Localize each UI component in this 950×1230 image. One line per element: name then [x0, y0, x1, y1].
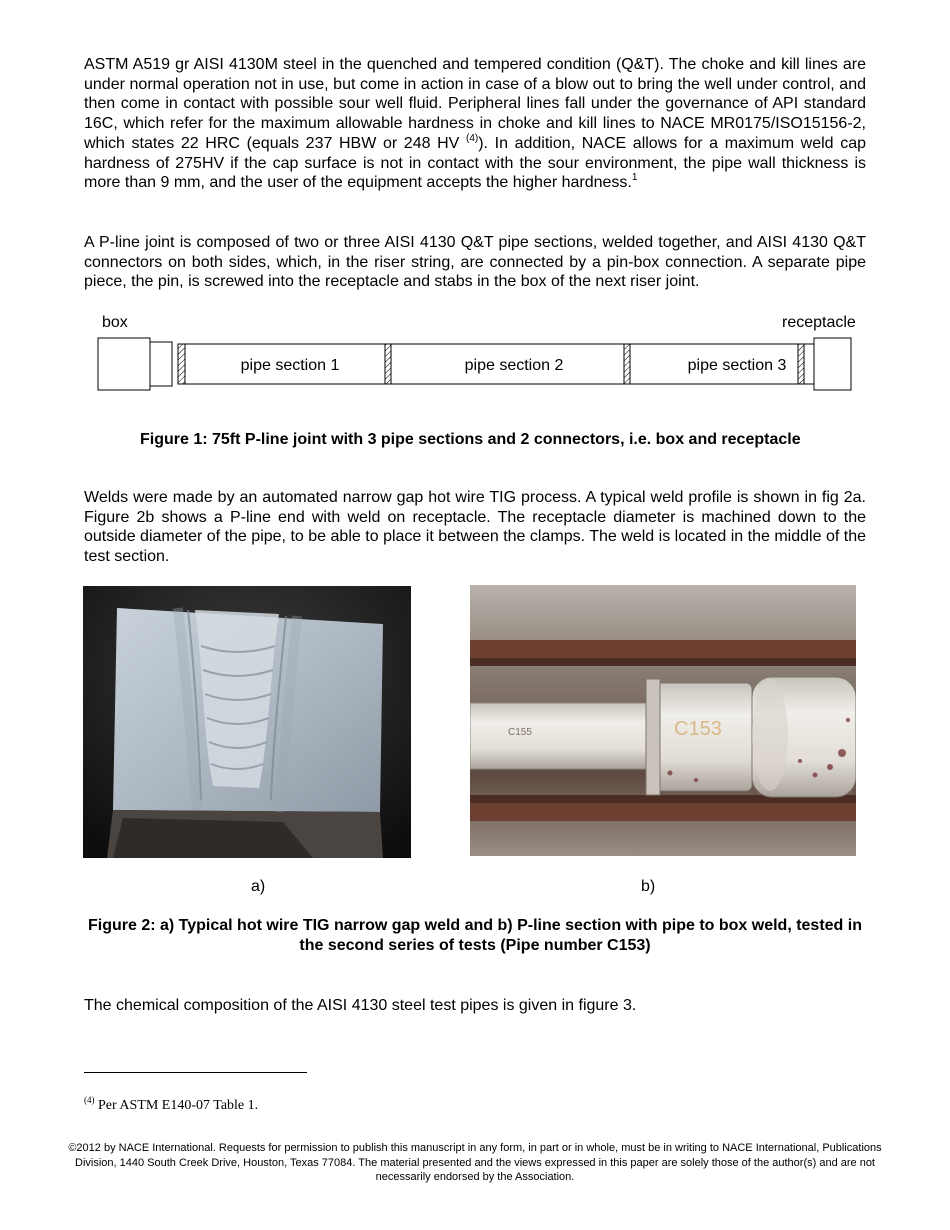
copyright-notice: ©2012 by NACE International. Requests for permission to publish this manuscript in any form, in part or in whole, must be in writing to NACE International, Publications Division, 1440 South Creek Drive, Houston, Texas 77084. The material presented and the views expressed in this paper are solely those of the author(s) and are not necessarily endorsed by the Association. [68, 1142, 882, 1183]
endnote-ref: 1 [631, 172, 638, 184]
pipe-section-2-label: pipe section 2 [464, 357, 564, 374]
footnote-divider [84, 1072, 307, 1073]
weld-receptacle [798, 344, 804, 384]
footnote-mark: (4) [84, 1095, 95, 1105]
paragraph-pline-joint: A P-line joint is composed of two or three AISI 4130 Q&T pipe sections, welded together, and AISI 4130 Q&T connectors on both sides, which, in the riser string, are connected by a pin-box connection. A separate pipe piece, the pin, is screwed into the receptacle and stabs in the box of the next riser joint. [84, 234, 866, 291]
receptacle-connector [814, 338, 851, 390]
receptacle-label: receptacle [782, 314, 856, 331]
box-connector-neck [150, 342, 172, 386]
footnote-text: Per ASTM E140-07 Table 1. [94, 1098, 259, 1113]
pline-section-photo [470, 585, 856, 856]
box-label: box [102, 314, 128, 331]
weld-box [178, 344, 185, 384]
pipe-section-1-label: pipe section 1 [240, 357, 340, 374]
figure2b-label: b) [641, 878, 656, 895]
figure1-caption: Figure 1: 75ft P-line joint with 3 pipe sections and 2 connectors, i.e. box and receptacle [140, 431, 801, 448]
pipe-marking-small: C155 [508, 727, 532, 738]
paragraph-welds: Welds were made by an automated narrow gap hot wire TIG process. A typical weld profile is shown in fig 2a. Figure 2b shows a P-line end with weld on receptacle. The receptacle diameter is machined down to the outside diameter of the pipe, to be able to place it between the clamps. The weld is located in the middle of the test section. [84, 489, 866, 566]
pipe-section-3-label: pipe section 3 [687, 357, 787, 374]
pipe-marking-label: C153 [674, 718, 722, 740]
receptacle-neck [804, 344, 814, 384]
weld-2 [624, 344, 630, 384]
weld-cross-section-photo [83, 586, 411, 858]
figure2-caption: Figure 2: a) Typical hot wire TIG narrow gap weld and b) P-line section with pipe to box weld, tested in the second series of tests (Pipe number C153) [87, 917, 862, 954]
figure1-diagram [90, 312, 860, 402]
paragraph-hardness [84, 55, 866, 193]
footnote [84, 1095, 259, 1114]
paragraph-composition: The chemical composition of the AISI 4130 steel test pipes is given in figure 3. [84, 997, 637, 1014]
figure2a-label: a) [251, 878, 266, 895]
paragraph-text-cont: ). In addition, NACE allows for a maximum weld cap hardness of 275HV if the cap surface is not in contact with the sour environment, the pipe wall thickness is more than 9 mm, and the user of the equipment accepts the higher hardness. [84, 134, 867, 192]
weld-1 [385, 344, 391, 384]
footnote-ref: (4) [465, 132, 479, 144]
box-connector [98, 338, 150, 390]
paragraph-text: ASTM A519 gr AISI 4130M steel in the quenched and tempered condition (Q&T). The choke and kill lines are under normal operation not in use, but come in action in case of a blow out to bring the well under control, and then come in contact with possible sour well fluid. Peripheral lines fall under the governance of API standard 16C, which refer for the maximum allowable hardness in choke and kill lines to NACE MR0175/ISO15156-2, which states 22 HRC (equals 237 HBW or 248 HV [84, 56, 866, 152]
